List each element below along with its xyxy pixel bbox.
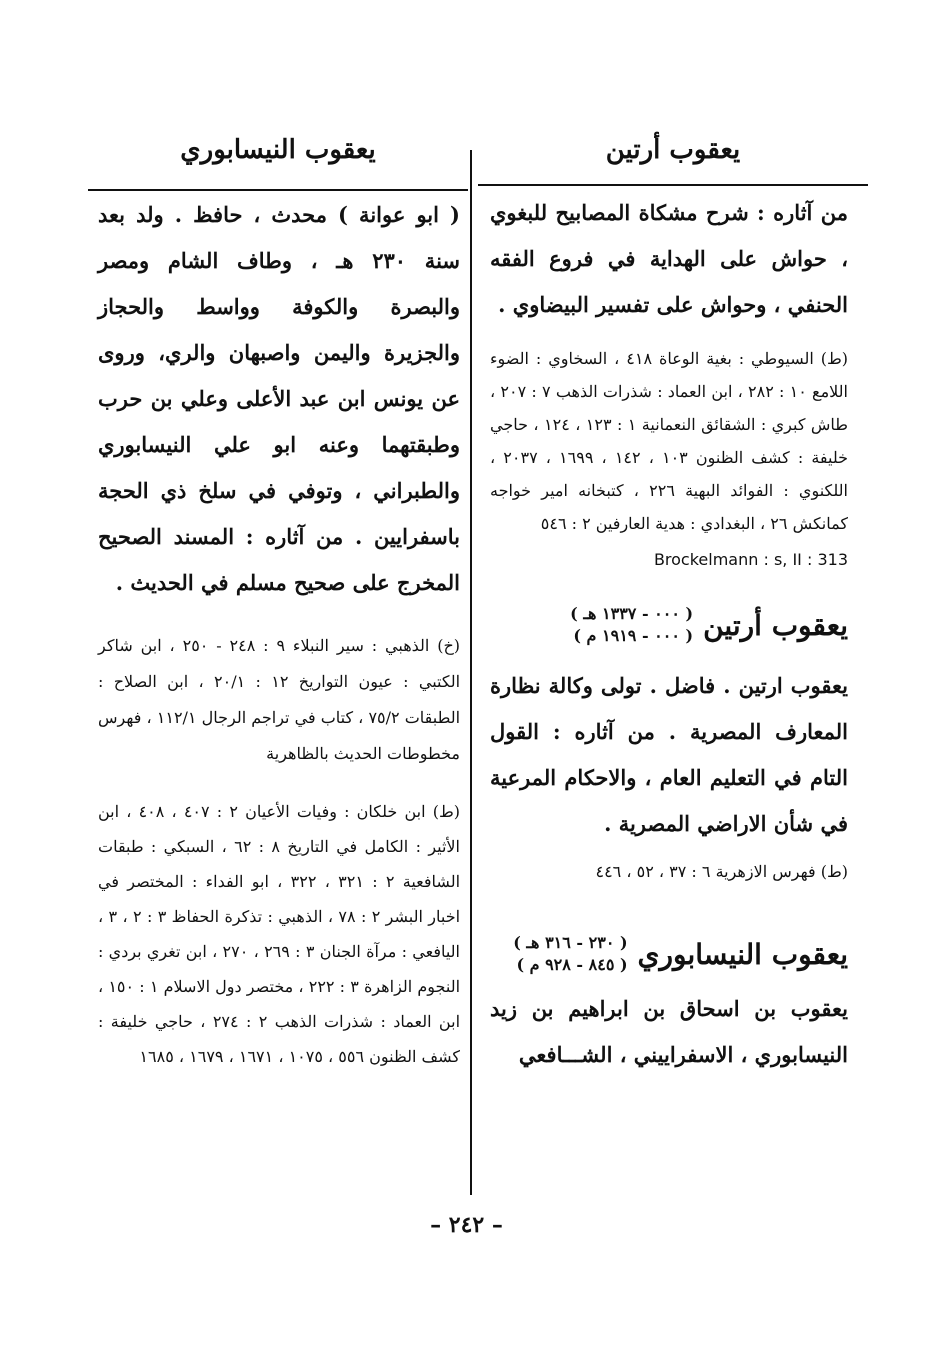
right-references-1: (ط) السيوطي : بغية الوعاة ٤١٨ ، السخاوي : الضوء اللامع ١٠ : ٢٨٢ ، ابن العماد : شذرات الذهب ٧ : ٢٠٧ ، طاش كبري : الشقائق النعمانية ١ : ١٢٣ ، ١٢٤ ، حاجي خليفة : كشف الظنون ١٠٣ ، ١٤٢ ، ١٦٩٩ ، ٢٠٣٧ ، اللكنوي : الفوائد البهية ٢٢٦ ، كتبخانه امير خواجه كمانكش ٢٦ ، البغدادي : هدية العارفين ٢ : ٥٤٦ [490, 349, 849, 533]
entry-heading-artin [490, 603, 848, 647]
right-intro-text: من آثاره : شرح مشكاة المصابيح للبغوي ، حواش على الهداية في فروع الفقه الحنفي ، وحواش على تفسير البيضاوي . [490, 200, 848, 317]
right-references-latin: Brockelmann : s, II : 313 [653, 550, 848, 569]
entry-dates-nisaburi [513, 932, 627, 976]
left-body-text: ( ابو عوانة ) محدث ، حافظ . ولد بعد سنة ٢٣٠ هـ ، وطاف الشام ومصر والبصرة والكوفة وواسط والحجاز والجزيرة واليمن واصبهان والري، وروى عن يونس ابن عبد الأعلى وعلي بن حرب وطبقتهما وعنه ابو علي النيسابوري والطبراني ، وتوفي في سلخ ذي الحجة باسفرايين . من آثاره : المسند الصحيح المخرج على صحيح مسلم في الحديث . [98, 202, 460, 595]
column-divider [470, 150, 472, 1195]
entry-text-artin: يعقوب ارتين . فاضل . تولى وكالة نظارة المعارف المصرية . من آثاره : القول التام في التعليم العام ، والاحكام المرعية في شأن الاراضي المصرية . [490, 673, 848, 836]
right-column [490, 190, 848, 1078]
right-header-rule [478, 184, 868, 186]
entry-dates-gregorian-artin: ( ٠٠٠ - ١٩١٩ م ) [573, 626, 694, 645]
entry-title-artin: يعقوب أرتين [703, 608, 848, 642]
page-number: – ٢٤٢ – [430, 1212, 503, 1238]
entry-ref-artin: (ط) فهرس الازهرية ٦ : ٣٧ ، ٥٢ ، ٤٤٦ [595, 862, 848, 881]
left-column-header: يعقوب النيسابوري [180, 135, 376, 165]
entry-title-nisaburi: يعقوب النيسابوري [637, 937, 848, 971]
entry-text-nisaburi: يعقوب بن اسحاق بن ابراهيم بن زيد النيسابوري ، الاسفراييني ، الشـــافعي [490, 996, 848, 1067]
entry-dates-hijri-nisaburi: ( ٢٣٠ - ٣١٦ هـ ) [513, 933, 628, 952]
entry-dates-gregorian-nisaburi: ( ٨٤٥ - ٩٢٨ م ) [516, 955, 628, 974]
left-column [98, 192, 460, 1074]
left-header-rule [88, 189, 468, 191]
entry-heading-nisaburi [490, 932, 848, 976]
left-references-2: (ط) ابن خلكان : وفيات الأعيان ٢ : ٤٠٧ ، ٤٠٨ ، ابن الأثير : الكامل في التاريخ ٨ : ٦٢ ، السبكي : طبقات الشافعية ٢ : ٣٢١ ، ٣٢٢ ، ابو الفداء : المختصر في اخبار البشر ٢ : ٧٨ ، الذهبي : تذكرة الحفاظ ٣ : ٢ ، ٣ ، اليافعي : مرآة الجنان ٣ : ٢٦٩ ، ٢٧٠ ، ابن تغري بردي : النجوم الزاهرة ٣ : ٢٢٢ ، مختصر دول الاسلام ١ : ١٥٠ ، ابن العماد : شذرات الذهب ٢ : ٢٧٤ ، حاجي خليفة : كشف الظنون ٥٥٦ ، ١٠٧٥ ، ١٦٧١ ، ١٦٧٩ ، ١٦٨٥ [98, 802, 461, 1066]
left-references-1: (خ) الذهبي : سير النبلاء ٩ : ٢٤٨ - ٢٥٠ ، ابن شاكر الكتبي : عيون التواريخ ١٢ : ٢٠/١ ، ابن الصلاح : الطبقات ٧٥/٢ ، كتاب في تراجم الرجال ١١٢/١ ، فهرس مخطوطات الحديث بالظاهرية [98, 636, 461, 763]
entry-dates-artin [570, 603, 693, 647]
right-column-header: يعقوب أرتين [605, 135, 741, 165]
entry-dates-hijri-artin: ( ٠٠٠ - ١٣٣٧ هـ ) [570, 604, 694, 623]
